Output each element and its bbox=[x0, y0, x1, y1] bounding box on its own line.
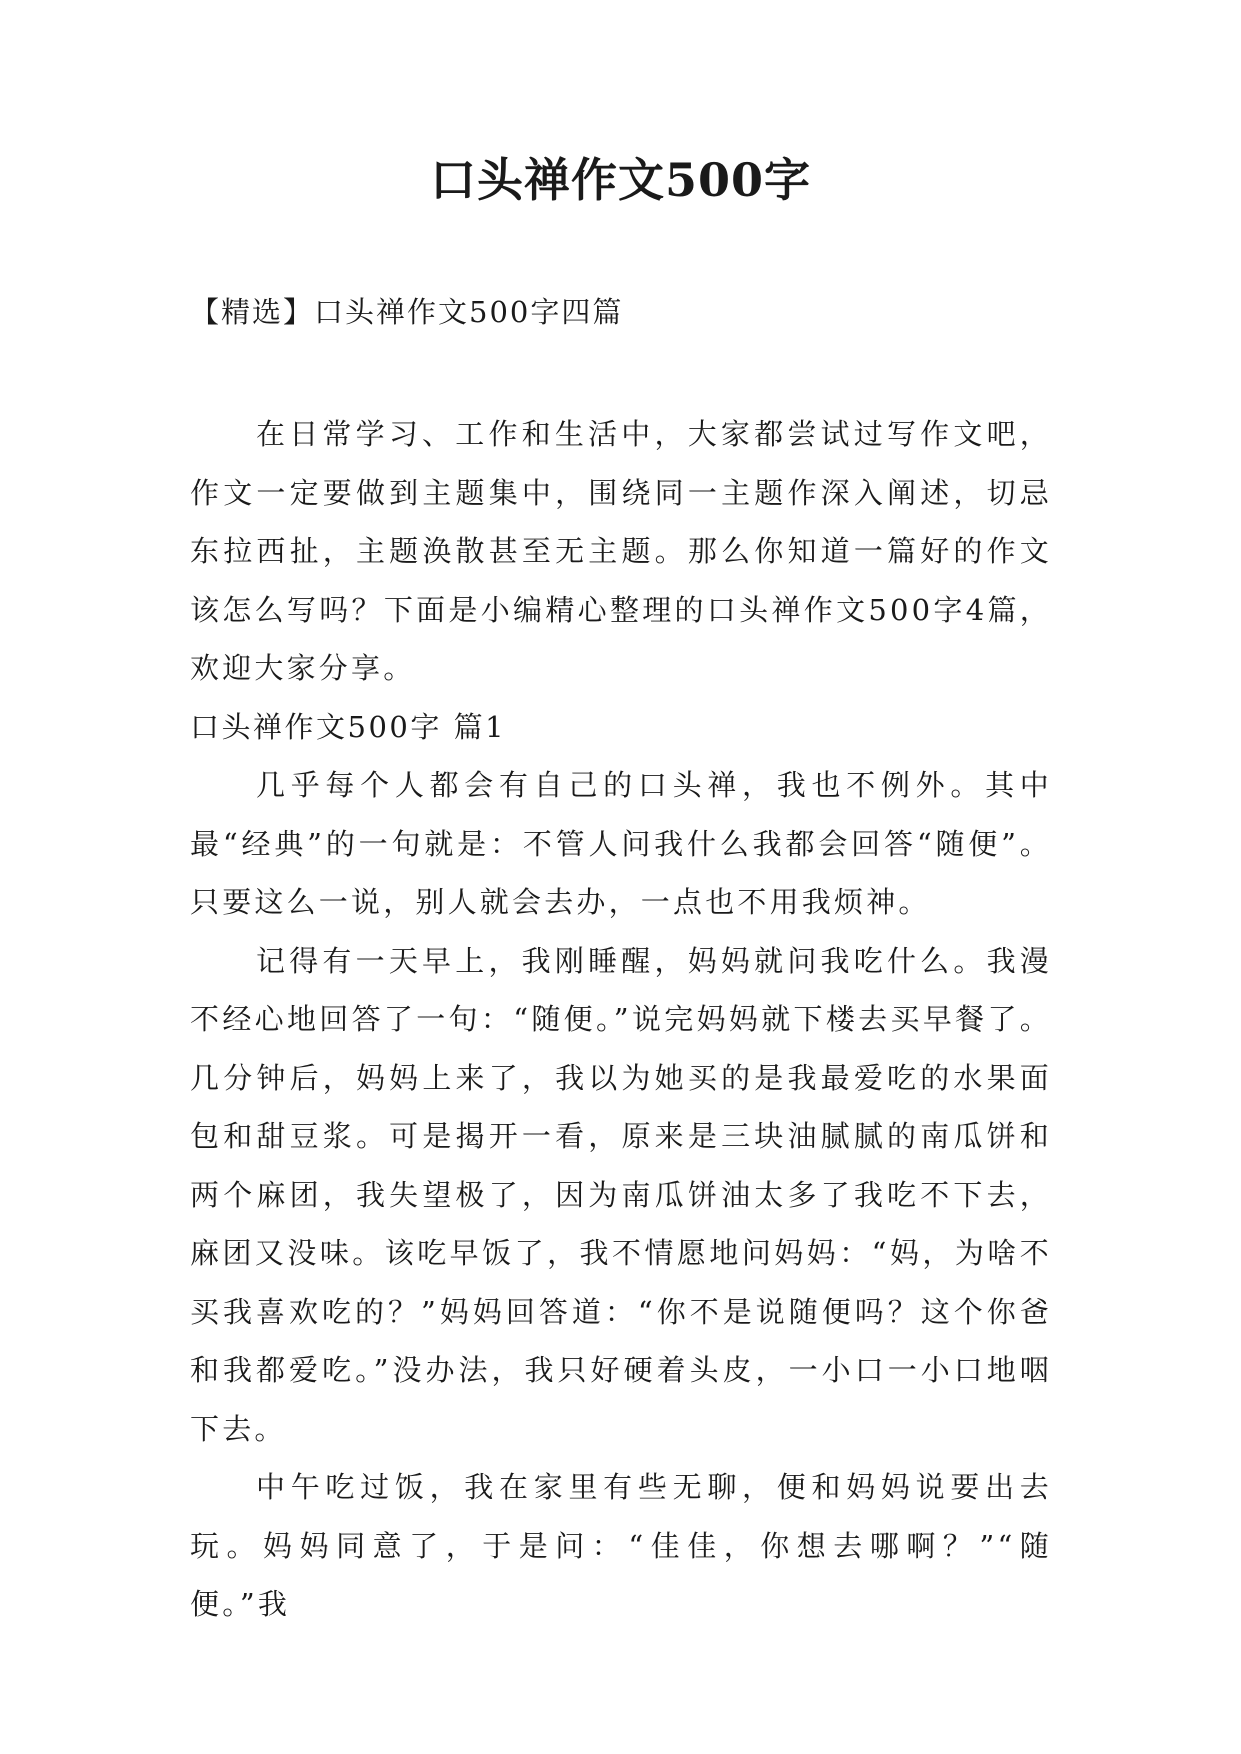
intro-paragraph: 在日常学习、工作和生活中，大家都尝试过写作文吧，作文一定要做到主题集中，围绕同一主题作深入阐述，切忌东拉西扯，主题涣散甚至无主题。那么你知道一篇好的作文该怎么写吗？下面是小编精心整理的口头禅作文500字4篇，欢迎大家分享。 bbox=[190, 417, 1052, 685]
document-body bbox=[190, 405, 1052, 1634]
document-subtitle: 【精选】口头禅作文500字四篇 bbox=[190, 295, 624, 329]
body-paragraph-2: 记得有一天早上，我刚睡醒，妈妈就问我吃什么。我漫不经心地回答了一句：“随便。”说完妈妈就下楼去买早餐了。几分钟后，妈妈上来了，我以为她买的是我最爱吃的水果面包和甜豆浆。可是揭开一看，原来是三块油腻腻的南瓜饼和两个麻团，我失望极了，因为南瓜饼油太多了我吃不下去，麻团又没味。该吃早饭了，我不情愿地问妈妈：“妈，为啥不买我喜欢吃的？”妈妈回答道：“你不是说随便吗？这个你爸和我都爱吃。”没办法，我只好硬着头皮，一小口一小口地咽下去。 bbox=[190, 943, 1052, 1446]
section-heading: 口头禅作文500字 篇1 bbox=[190, 709, 507, 744]
document-title: 口头禅作文500字 bbox=[429, 153, 812, 207]
body-paragraph-1: 几乎每个人都会有自己的口头禅，我也不例外。其中最“经典”的一句就是：不管人问我什么我都会回答“随便”。只要这么一说，别人就会去办，一点也不用我烦神。 bbox=[190, 768, 1052, 919]
body-paragraph-3: 中午吃过饭，我在家里有些无聊，便和妈妈说要出去玩。妈妈同意了，于是问：“佳佳，你想去哪啊？”“随便。”我 bbox=[190, 1470, 1052, 1621]
